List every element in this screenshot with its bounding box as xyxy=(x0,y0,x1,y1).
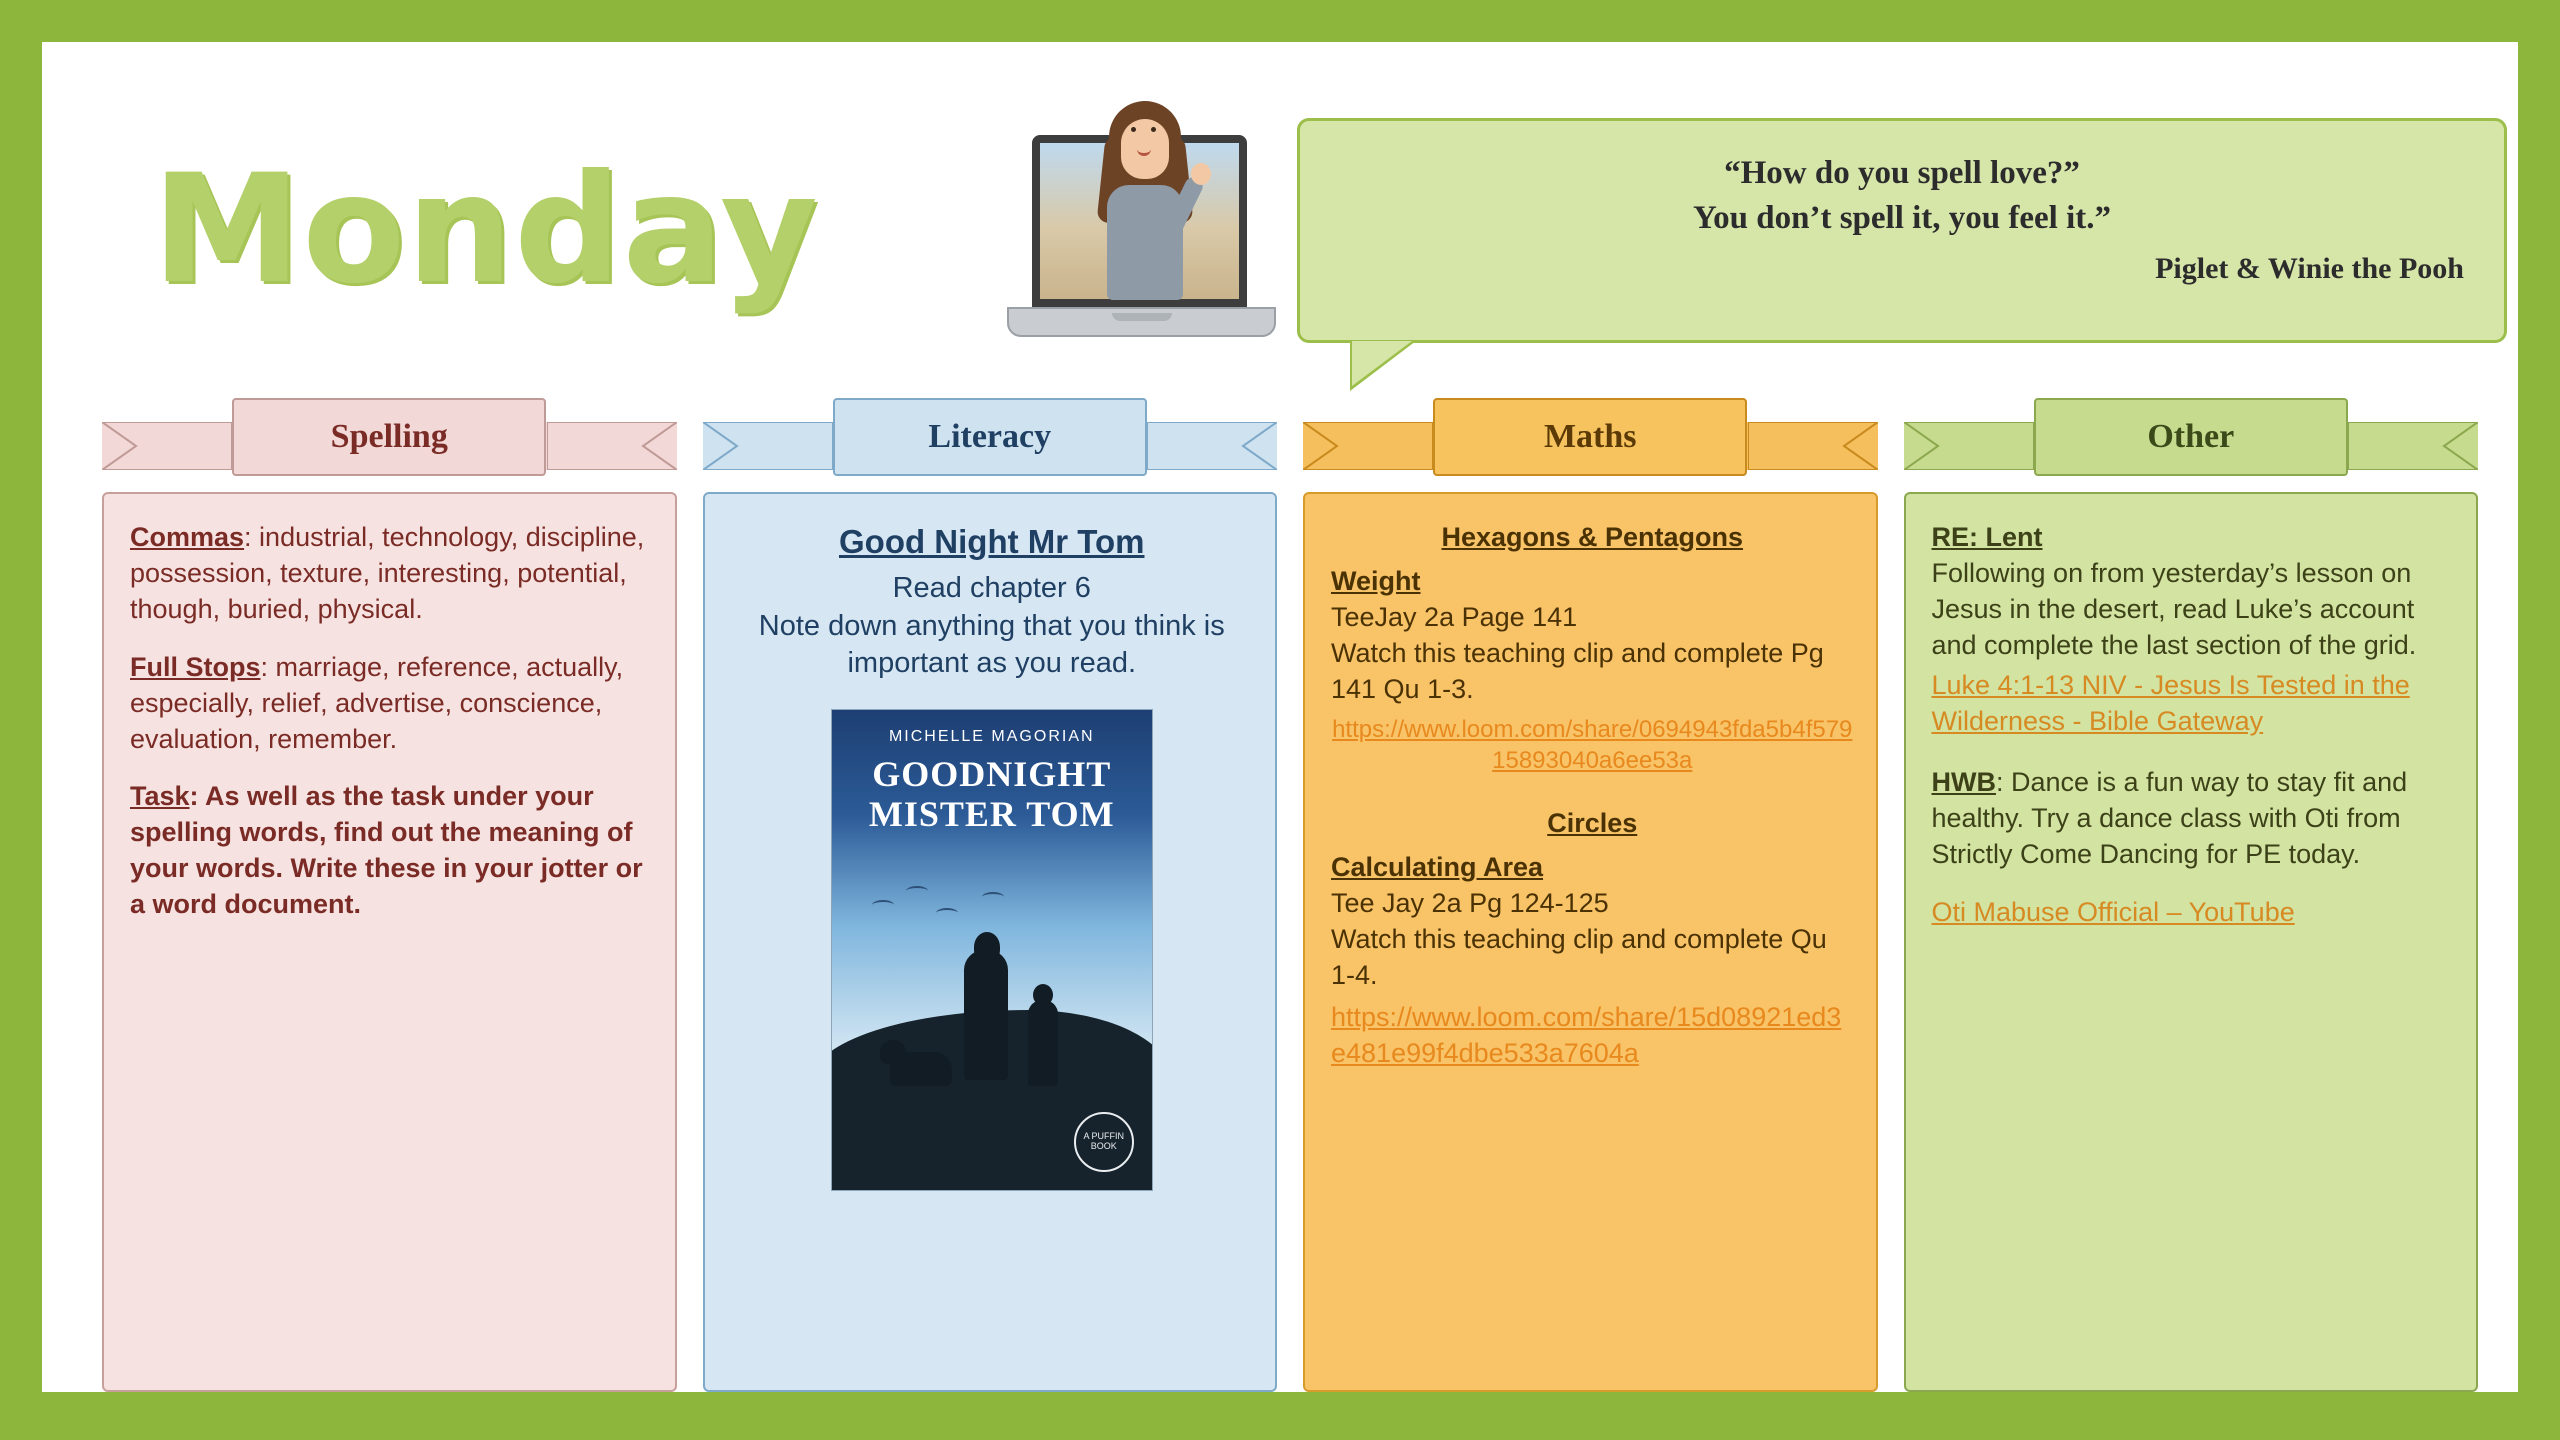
maths-heading-1: Hexagons & Pentagons xyxy=(1441,522,1744,552)
other-re-label: RE: Lent xyxy=(1931,522,2043,552)
column-spelling xyxy=(102,398,677,1392)
book-cover-image xyxy=(831,709,1153,1191)
spelling-fullstops xyxy=(130,650,653,758)
banner-literacy xyxy=(703,398,1278,478)
spelling-fullstops-text: : marriage, reference, actually, especially, relief, advertise, conscience, evaluation, remember. xyxy=(130,651,624,754)
maths-link-2[interactable]: https://www.loom.com/share/15d08921ed3e481e99f4dbe533a7604a xyxy=(1331,1001,1842,1068)
literacy-line-1: Read chapter 6 xyxy=(892,571,1091,604)
slide-sheet xyxy=(42,42,2518,1392)
maths-line-2: Watch this teaching clip and complete Pg 141 Qu 1-3. xyxy=(1331,637,1824,704)
column-other xyxy=(1904,398,2479,1392)
other-re-link[interactable]: Luke 4:1-13 NIV - Jesus Is Tested in the Wilderness - Bible Gateway xyxy=(1931,669,2410,736)
literacy-line-2: Note down anything that you think is important as you read. xyxy=(758,609,1225,680)
book-cover-man-head xyxy=(974,932,1000,962)
ribbon-right-icon xyxy=(547,422,677,470)
banner-other xyxy=(1904,398,2479,478)
maths-line-1: TeeJay 2a Page 141 xyxy=(1331,601,1578,632)
other-hwb-text: : Dance is a fun way to stay fit and healthy. Try a dance class with Oti from Strictly Come Dancing for PE today. xyxy=(1931,767,2408,870)
maths-heading-2: Circles xyxy=(1547,808,1638,839)
spelling-commas-label: Commas xyxy=(130,522,245,552)
other-hwb-label: HWB xyxy=(1931,767,1996,798)
ribbon-left-icon xyxy=(1303,422,1433,470)
ribbon-left-icon xyxy=(102,422,232,470)
column-maths xyxy=(1303,398,1878,1392)
bird-icon xyxy=(982,892,1004,902)
ribbon-left-icon xyxy=(1904,422,2034,470)
book-cover-boy-head xyxy=(1033,984,1053,1006)
avatar xyxy=(1079,97,1209,312)
ribbon-right-icon xyxy=(2348,422,2478,470)
maths-subheading-1: Weight xyxy=(1331,565,1421,596)
ribbon-right-icon xyxy=(1147,422,1277,470)
spelling-commas xyxy=(130,520,653,628)
quote-line-2: You don’t spell it, you feel it.” xyxy=(1692,199,2111,236)
book-cover-man xyxy=(964,950,1008,1080)
banner-label-other: Other xyxy=(2034,398,2348,476)
book-cover-author: MICHELLE MAGORIAN xyxy=(888,727,1095,745)
banner-label-literacy: Literacy xyxy=(833,398,1147,476)
other-re-text: Following on from yesterday’s lesson on Jesus in the desert, read Luke’s account and complete the last section of the grid. xyxy=(1931,557,2417,660)
avatar-hand-wave xyxy=(1191,163,1211,185)
maths-line-4: Watch this teaching clip and complete Qu 1-4. xyxy=(1331,924,1827,990)
literacy-book-title: Good Night Mr Tom xyxy=(839,523,1145,560)
maths-link-1[interactable]: https://www.loom.com/share/0694943fda5b4f57915893040a6ee53a xyxy=(1332,715,1853,775)
spelling-content xyxy=(130,520,653,923)
laptop-base xyxy=(1007,307,1276,337)
card-literacy xyxy=(703,492,1278,1392)
banner-label-maths: Maths xyxy=(1433,398,1747,476)
spelling-task-text: : As well as the task under your spelling words, find out the meaning of your words. Write these in your jotter or a word document. xyxy=(130,781,643,920)
avatar-body xyxy=(1107,185,1183,300)
header xyxy=(102,60,2478,390)
bird-icon xyxy=(906,886,928,896)
banner-label-spelling: Spelling xyxy=(232,398,546,476)
bird-icon xyxy=(872,900,894,910)
column-literacy xyxy=(703,398,1278,1392)
laptop-avatar-illustration xyxy=(1007,115,1277,365)
ribbon-left-icon xyxy=(703,422,833,470)
card-maths xyxy=(1303,492,1878,1392)
maths-line-3: Tee Jay 2a Pg 124-125 xyxy=(1331,888,1609,919)
book-cover-title: GOODNIGHT MISTER TOM xyxy=(868,753,1115,835)
card-other xyxy=(1904,492,2479,1392)
subject-columns xyxy=(102,398,2478,1392)
spelling-fullstops-label: Full Stops xyxy=(130,651,261,682)
banner-spelling xyxy=(102,398,677,478)
literacy-content xyxy=(731,520,1254,1191)
maths-subheading-2: Calculating Area xyxy=(1331,852,1544,883)
other-hwb xyxy=(1932,765,2455,873)
other-content xyxy=(1932,520,2455,931)
spelling-task-label: Task xyxy=(130,781,190,812)
avatar-eye-left xyxy=(1131,127,1136,132)
quote-line-1: “How do you spell love?” xyxy=(1724,155,2080,191)
other-hwb-link[interactable]: Oti Mabuse Official – YouTube xyxy=(1931,897,2295,928)
page-title: Monday xyxy=(152,143,819,317)
book-cover-boy xyxy=(1028,1000,1058,1086)
bird-icon xyxy=(936,908,958,918)
quote-attribution: Piglet & Winie the Pooh xyxy=(2155,252,2464,286)
laptop-trackpad-notch xyxy=(1112,313,1172,321)
ribbon-right-icon xyxy=(1748,422,1878,470)
spelling-task xyxy=(130,779,653,923)
puffin-logo-icon: A PUFFIN BOOK xyxy=(1074,1112,1134,1172)
book-cover-dog-head xyxy=(880,1040,906,1064)
spelling-commas-text: : industrial, technology, discipline, possession, texture, interesting, potential, though, buried, physical. xyxy=(130,522,645,624)
avatar-eye-right xyxy=(1151,127,1156,132)
speech-bubble-tail xyxy=(1352,341,1412,386)
banner-maths xyxy=(1303,398,1878,478)
quote-speech-bubble xyxy=(1297,118,2507,343)
maths-content xyxy=(1331,520,1854,1072)
card-spelling xyxy=(102,492,677,1392)
